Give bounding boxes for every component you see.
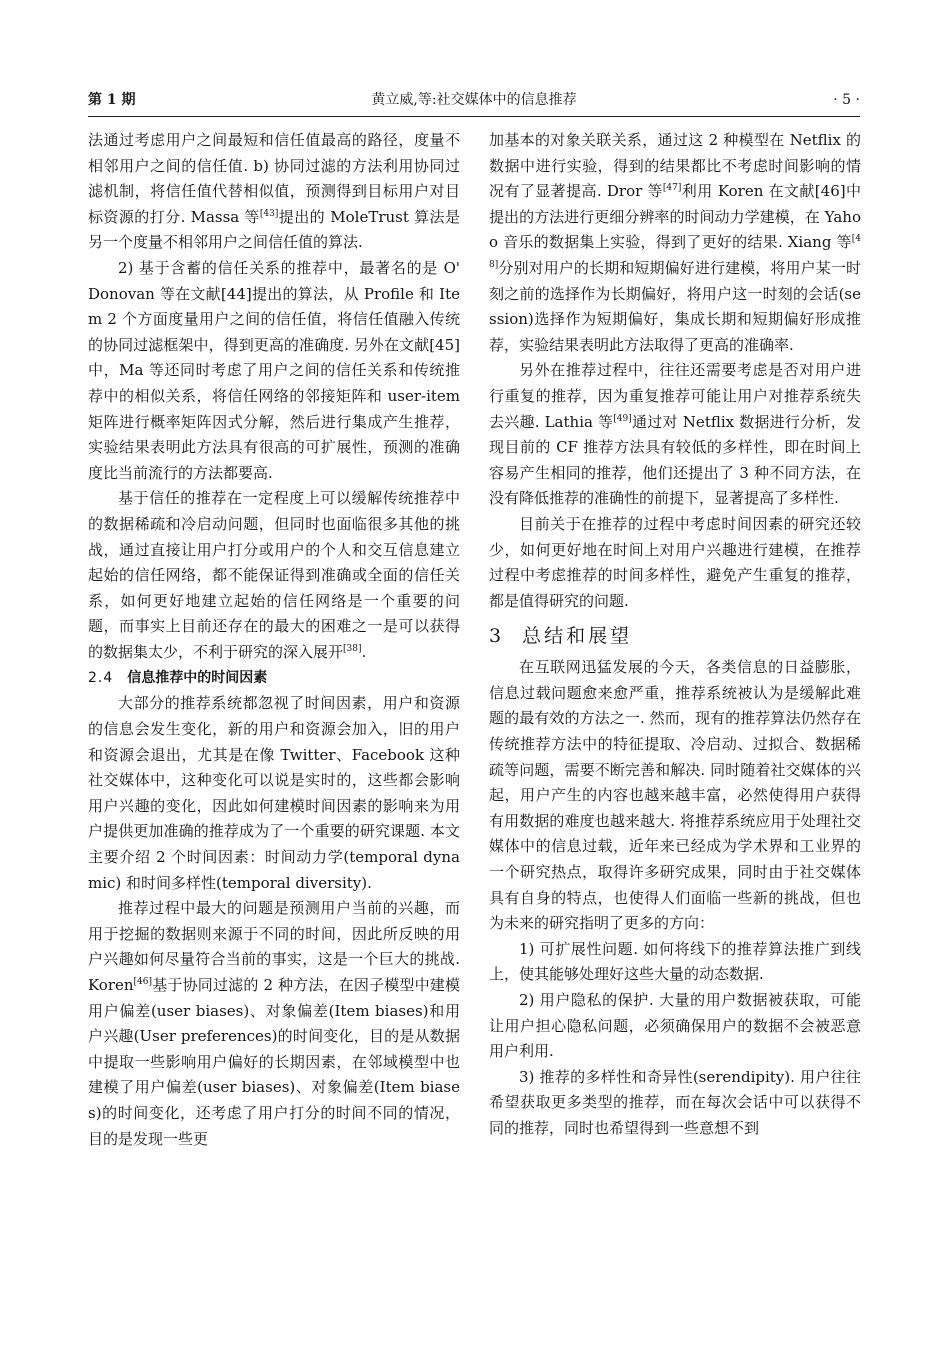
- paragraph: 推荐过程中最大的问题是预测用户当前的兴趣，而用于挖掘的数据则来源于不同的时间，因此所反映的用户兴趣如何尽量符合当前的事实，这是一个巨大的挑战. Koren[46]基于协同过滤的 2 种方法，在因子模型中建模用户偏差(user biases)、对象偏差(Item biases)和用户兴趣(User preferences)的时间变化，目的是从数据中提取一些影响用户偏好的长期因素，在邻域模型中也建模了用户偏差(user biases)、对象偏差(Item biases)的时间变化，还考虑了用户打分的时间不同的情况，目的是发现一些更: [88, 899, 460, 1148]
- section-heading: [489, 621, 861, 651]
- citation: [48]: [489, 234, 861, 270]
- citation: [46]: [133, 977, 153, 987]
- running-header: [88, 90, 860, 116]
- citation: [43]: [259, 208, 279, 219]
- paragraph: 另外在推荐过程中，往往还需要考虑是否对用户进行重复的推荐，因为重复推荐可能让用户对推荐系统失去兴趣. Lathia 等[49]通过对 Netflix 数据进行分析，发现目前的 CF 推荐方法具有较低的多样性，即在时间上容易产生相同的推荐，他们还提出了 3 种不同方法，在没有降低推荐的准确性的前提下，显著提高了多样性.: [489, 361, 861, 508]
- section-title: 信息推荐中的时间因素: [127, 670, 268, 687]
- paragraph: 1) 可扩展性问题. 如何将线下的推荐算法推广到线上，使其能够处理好这些大量的动态数据.: [489, 939, 861, 984]
- citation: [47]: [662, 183, 682, 194]
- paragraph: 大部分的推荐系统都忽视了时间因素，用户和资源的信息会发生变化，新的用户和资源会加入，旧的用户和资源会退出，尤其是在像 Twitter、Facebook 这种社交媒体中，这种变化可以说是实时的，这些都会影响用户兴趣的变化，因此如何建模时间因素的影响来为用户提供更加准确的推荐成为了一个重要的研究课题. 本文主要介绍 2 个时间因素：时间动力学(temporal dynamic) 和时间多样性(temporal diversity).: [88, 694, 460, 892]
- issue-label: 第 1 期: [88, 92, 136, 108]
- section-title: 总结和展望: [522, 625, 633, 648]
- citation: [38]: [343, 643, 362, 654]
- left-column: [88, 128, 460, 1152]
- page-number: · 5 ·: [833, 92, 860, 108]
- running-title: 黄立威,等:社交媒体中的信息推荐: [371, 92, 577, 108]
- section-number: 2.4: [88, 670, 114, 687]
- section-heading: [88, 666, 460, 691]
- paragraph: 基于信任的推荐在一定程度上可以缓解传统推荐中的数据稀疏和冷启动问题，但同时也面临很多其他的挑战，通过直接让用户打分或用户的个人和交互信息建立起始的信任网络，都不能保证得到准确或全面的信任关系，如何更好地建立起始的信任网络是一个重要的问题，而事实上目前还存在的最大的困难之一是可以获得的数据集太少，不利于研究的深入展开[38].: [88, 489, 460, 661]
- paragraph: 2) 基于含蓄的信任关系的推荐中，最著名的是 O' Donovan 等在文献[44]提出的算法，从 Profile 和 Item 2 个方面度量用户之间的信任值，将信任值融入传统的协同过滤框架中，得到更高的准确度. 另外在文献[45]中，Ma 等还同时考虑了用户之间的信任关系和传统推荐中的相似关系，将信任网络的邻接矩阵和 user-item 矩阵进行概率矩阵因式分解，然后进行集成产生推荐，实验结果表明此方法具有很高的可扩展性，预测的准确度比当前流行的方法都要高.: [88, 258, 460, 482]
- paragraph: 在互联网迅猛发展的今天，各类信息的日益膨胀，信息过载问题愈来愈严重，推荐系统被认为是缓解此难题的最有效的方法之一. 然而，现有的推荐算法仍然存在传统推荐方法中的特征提取、冷启动、过拟合、数据稀疏等问题，需要不断完善和解决. 同时随着社交媒体的兴起，用户产生的内容也越来越丰富，必然使得用户获得有用数据的难度也越来越大. 将推荐系统应用于处理社交媒体中的信息过载，近年来已经成为学术界和工业界的一个研究热点，取得许多研究成果，同时由于社交媒体具有自身的特点，也使得人们面临一些新的挑战，但也为未来的研究指明了更多的方向：: [489, 658, 861, 933]
- citation: [49]: [613, 413, 632, 424]
- paragraph: 目前关于在推荐的过程中考虑时间因素的研究还较少，如何更好地在时间上对用户兴趣进行建模，在推荐过程中考虑推荐的时间多样性，避免产生重复的推荐，都是值得研究的问题.: [489, 514, 861, 610]
- paragraph: 2) 用户隐私的保护. 大量的用户数据被获取，可能让用户担心隐私问题，必须确保用户的数据不会被恶意用户利用.: [489, 991, 861, 1061]
- paragraph: 加基本的对象关联关系，通过这 2 种模型在 Netflix 的数据中进行实验，得到的结果都比不考虑时间影响的情况有了显著提高. Dror 等[47]利用 Koren 在文献[46]中提出的方法进行更细分辨率的时间动力学建模，在 Yahoo 音乐的数据集上实验，得到了更好的结果. Xiang 等[48]分别对用户的长期和短期偏好进行建模，将用户某一时刻之前的选择作为长期偏好，将用户这一时刻的会话(session)选择作为短期偏好，集成长期和短期偏好形成推荐，实验结果表明此方法取得了更高的准确率.: [489, 131, 862, 354]
- right-column: [489, 128, 861, 1142]
- header-rule: [88, 116, 860, 117]
- paragraph: 法通过考虑用户之间最短和信任值最高的路径，度量不相邻用户之间的信任值. b) 协同过滤的方法利用协同过滤机制，将信任值代替相似值，预测得到目标用户对目标资源的打分. Massa 等[43]提出的 MoleTrust 算法是另一个度量不相邻用户之间信任值的算法.: [88, 131, 460, 252]
- paragraph: 3) 推荐的多样性和奇异性(serendipity). 用户往往希望获取更多类型的推荐，而在每次会话中可以获得不同的推荐，同时也希望得到一些意想不到: [489, 1067, 861, 1137]
- section-number: 3: [489, 625, 505, 648]
